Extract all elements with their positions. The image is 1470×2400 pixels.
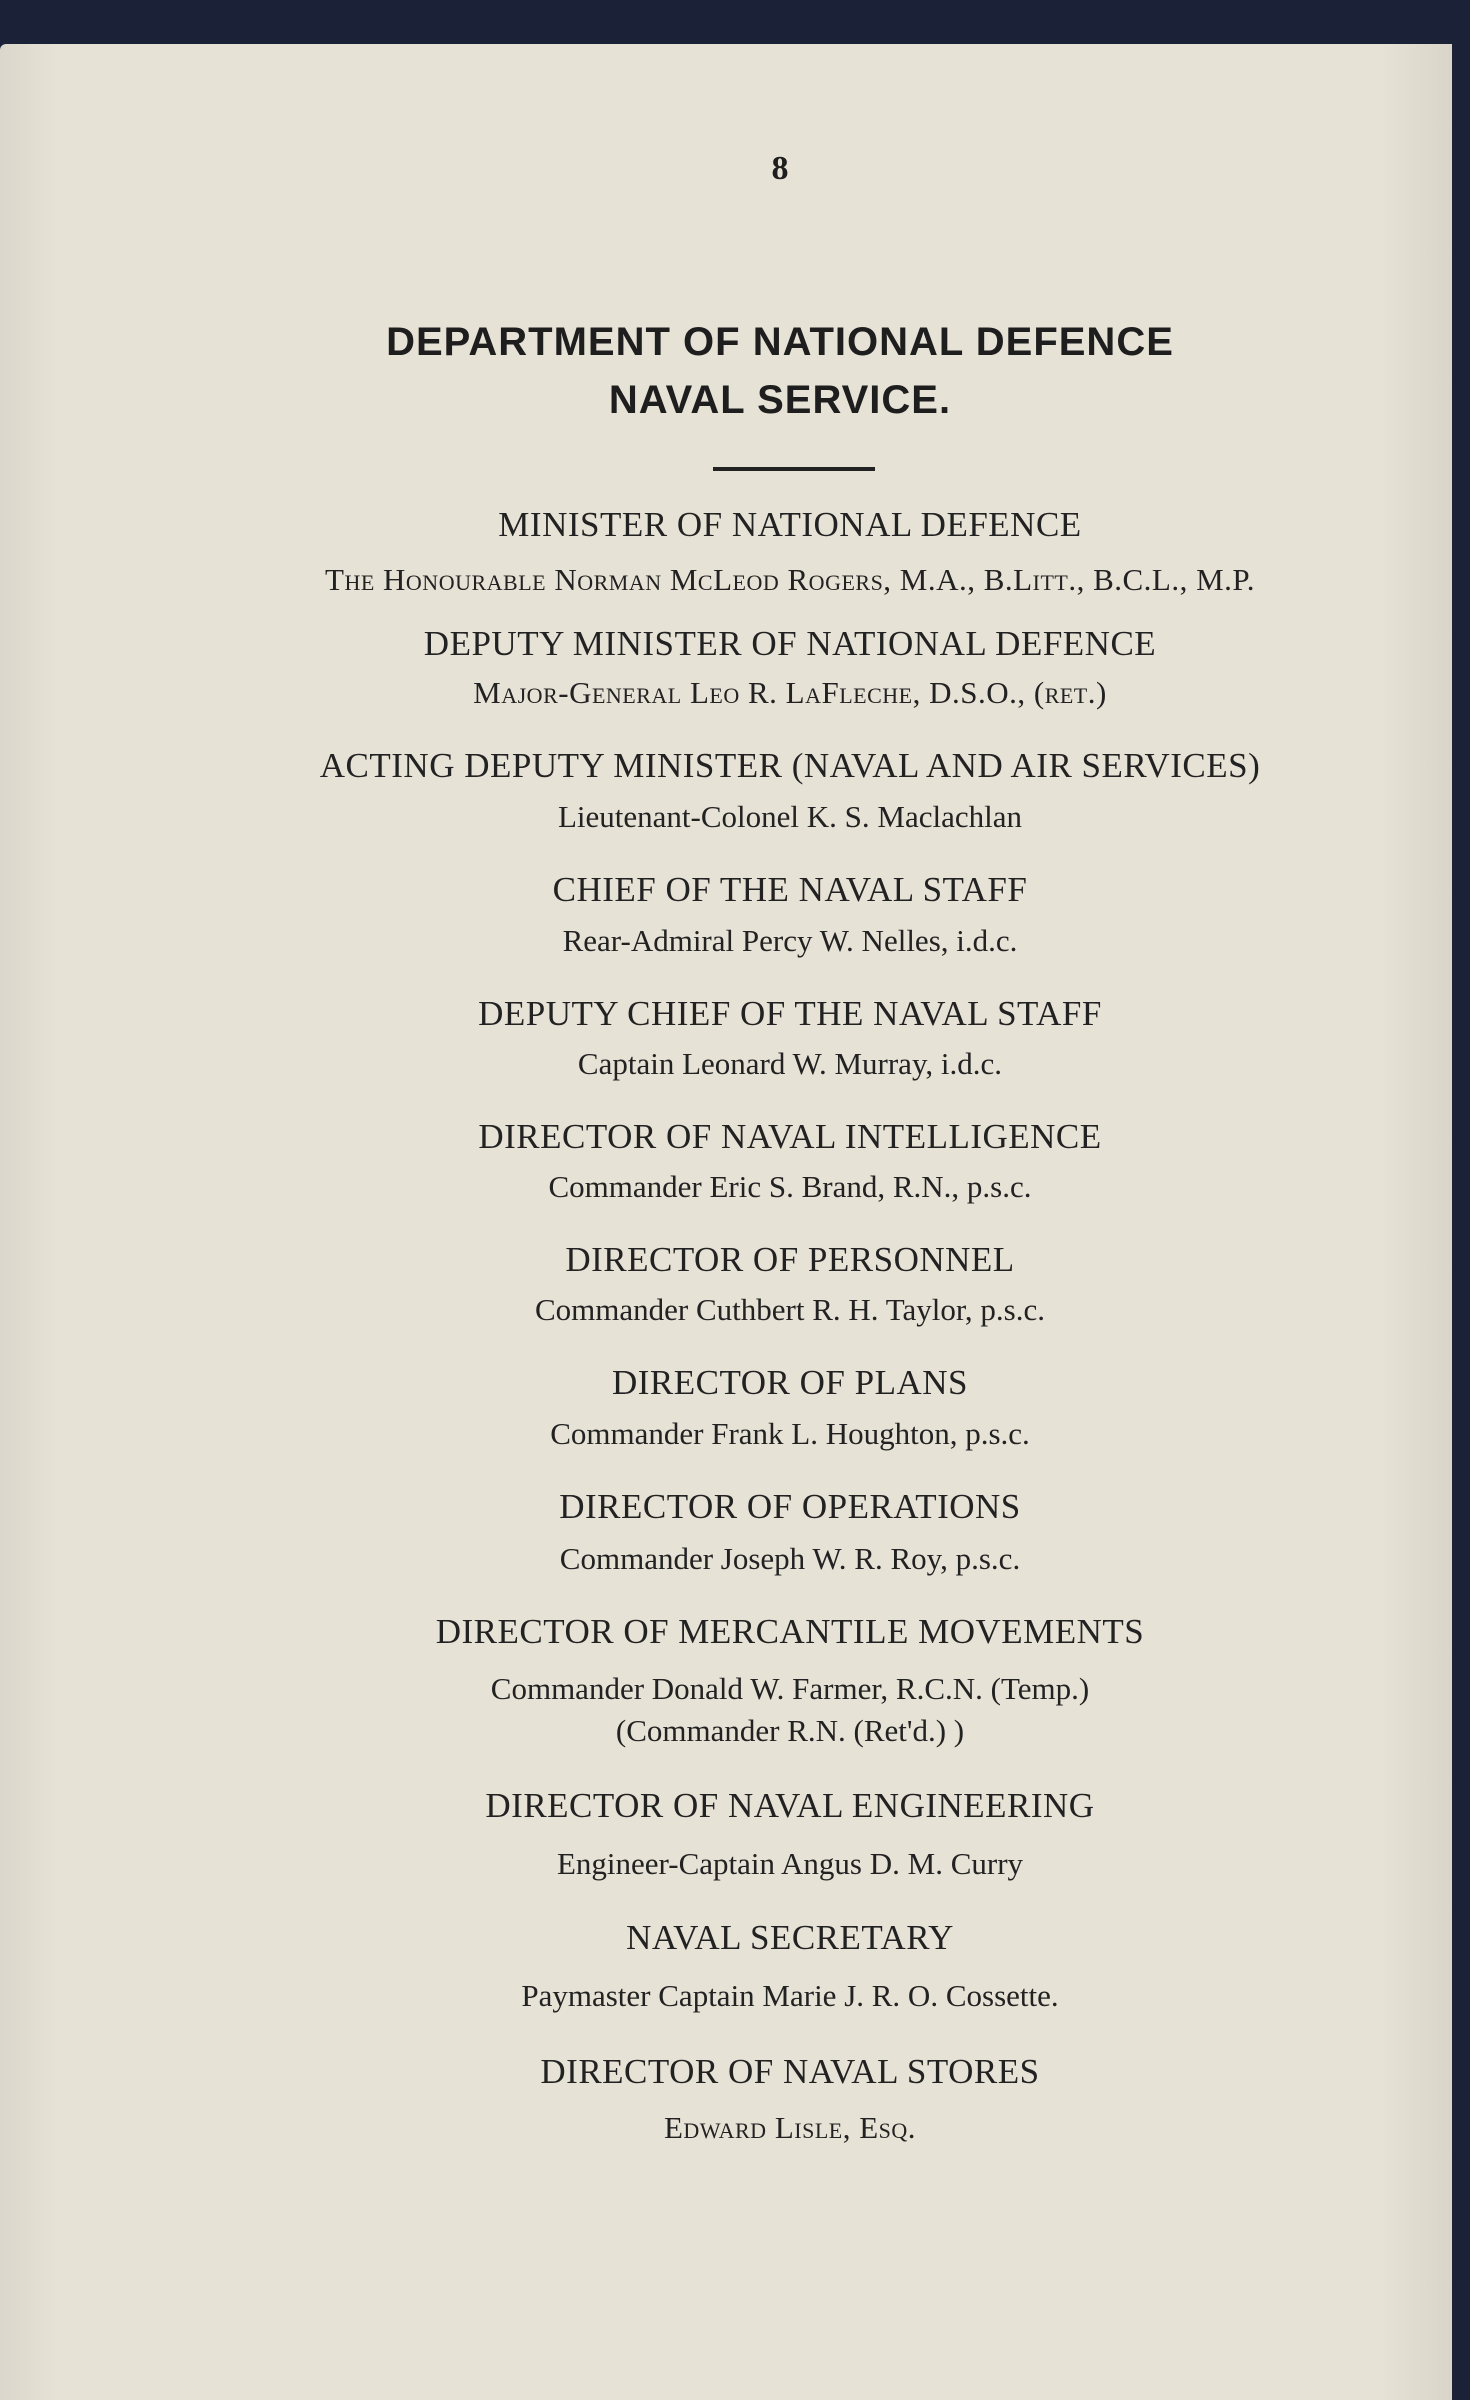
office-title: DEPUTY MINISTER OF NATIONAL DEFENCE — [423, 624, 1157, 663]
office-title: NAVAL SECRETARY — [626, 1918, 954, 1957]
page-number: 8 — [771, 150, 789, 187]
office-title: CHIEF OF THE NAVAL STAFF — [552, 870, 1028, 909]
office-title: DIRECTOR OF MERCANTILE MOVEMENTS — [435, 1612, 1145, 1651]
office-title: DIRECTOR OF PLANS — [612, 1363, 968, 1402]
office-holder: Commander Cuthbert R. H. Taylor, p.s.c. — [534, 1292, 1046, 1327]
office-holder-note: (Commander R.N. (Ret'd.) ) — [615, 1713, 965, 1748]
office-title: DIRECTOR OF PERSONNEL — [565, 1240, 1015, 1279]
office-holder: Rear-Admiral Percy W. Nelles, i.d.c. — [562, 923, 1018, 958]
office-holder: Lieutenant-Colonel K. S. Maclachlan — [557, 799, 1022, 834]
office-holder: Paymaster Captain Marie J. R. O. Cossette. — [521, 1978, 1059, 2013]
office-holder: Commander Joseph W. R. Roy, p.s.c. — [559, 1541, 1021, 1576]
office-holder: Commander Donald W. Farmer, R.C.N. (Temp.) — [490, 1671, 1090, 1706]
office-title: DEPUTY CHIEF OF THE NAVAL STAFF — [478, 994, 1102, 1033]
office-holder: Edward Lisle, Esq. — [663, 2110, 917, 2145]
office-title: MINISTER OF NATIONAL DEFENCE — [498, 505, 1082, 544]
office-holder: Commander Eric S. Brand, R.N., p.s.c. — [548, 1169, 1032, 1204]
office-holder: The Honourable Norman McLeod Rogers, M.A., B.Litt., B.C.L., M.P. — [325, 562, 1255, 597]
office-title: DIRECTOR OF NAVAL STORES — [540, 2052, 1040, 2091]
department-heading: DEPARTMENT OF NATIONAL DEFENCE — [386, 320, 1174, 364]
heading-rule — [713, 467, 875, 471]
office-holder: Major-General Leo R. LaFleche, D.S.O., (ret.) — [473, 675, 1107, 710]
service-heading: NAVAL SERVICE. — [608, 378, 952, 422]
office-holder: Commander Frank L. Houghton, p.s.c. — [550, 1416, 1030, 1451]
office-holder: Engineer-Captain Angus D. M. Curry — [556, 1846, 1024, 1881]
office-title: DIRECTOR OF NAVAL ENGINEERING — [485, 1786, 1095, 1825]
office-holder: Captain Leonard W. Murray, i.d.c. — [577, 1046, 1003, 1081]
office-title: DIRECTOR OF NAVAL INTELLIGENCE — [478, 1117, 1102, 1156]
office-title: ACTING DEPUTY MINISTER (NAVAL AND AIR SERVICES) — [319, 746, 1261, 785]
office-title: DIRECTOR OF OPERATIONS — [559, 1487, 1021, 1526]
